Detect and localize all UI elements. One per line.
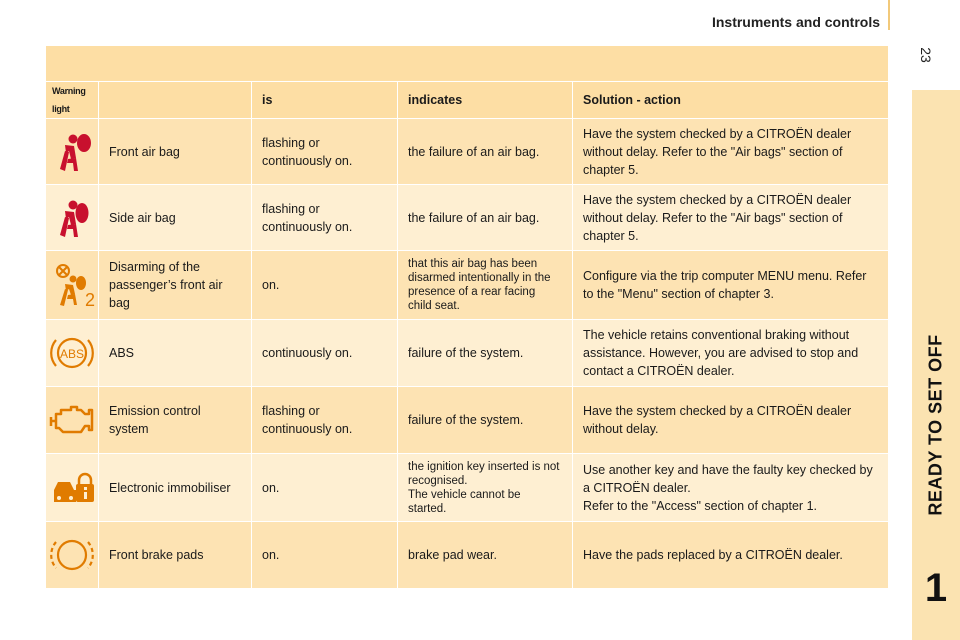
- row-indicates: the failure of an air bag.: [398, 185, 573, 251]
- row-state: on.: [252, 251, 398, 320]
- passenger-airbag-off-icon: [46, 251, 99, 320]
- row-solution: Have the system checked by a CITROËN dealer without delay.: [573, 387, 889, 454]
- airbag-icon: [46, 119, 99, 185]
- row-name: Emission control system: [99, 387, 252, 454]
- page-number: 23: [918, 47, 934, 63]
- row-state: on.: [252, 454, 398, 522]
- warning-lights-table: [45, 45, 889, 589]
- row-indicates: [398, 454, 573, 522]
- immobiliser-icon: [46, 454, 99, 522]
- row-state: on.: [252, 522, 398, 589]
- row-solution: Configure via the trip computer MENU menu. Refer to the "Menu" section of chapter 3.: [573, 251, 889, 320]
- col-header-is: is: [252, 82, 398, 119]
- row-indicates: that this air bag has been disarmed intentionally in the presence of a rear facing child seat.: [398, 251, 573, 320]
- chapter-side-label: [917, 300, 955, 550]
- row-indicates-line: The vehicle cannot be started.: [408, 488, 521, 515]
- table-header-row: [46, 82, 889, 119]
- chapter-number: 1: [924, 566, 948, 610]
- table-row: [46, 119, 889, 185]
- table-row: [46, 251, 889, 320]
- table-top-band: [46, 46, 889, 82]
- table-row: [46, 185, 889, 251]
- col-header-indicates: indicates: [398, 82, 573, 119]
- row-name: Front air bag: [99, 119, 252, 185]
- row-solution: The vehicle retains conventional braking without assistance. However, you are advised to stop and contact a CITROËN dealer.: [573, 320, 889, 387]
- row-solution: Have the pads replaced by a CITROËN dealer.: [573, 522, 889, 589]
- side-airbag-icon: [46, 185, 99, 251]
- row-name: ABS: [99, 320, 252, 387]
- table-row: [46, 320, 889, 387]
- table-row: [46, 387, 889, 454]
- brake-pads-icon: [46, 522, 99, 589]
- row-indicates-line: the ignition key inserted is not recognised.: [408, 460, 560, 487]
- row-indicates: brake pad wear.: [398, 522, 573, 589]
- col-header-name: [99, 82, 252, 119]
- col-header-solution: Solution - action: [573, 82, 889, 119]
- row-name: Disarming of the passenger’s front air bag: [99, 251, 252, 320]
- row-name: Front brake pads: [99, 522, 252, 589]
- page-title: Instruments and controls: [711, 14, 880, 30]
- row-solution-line: Use another key and have the faulty key checked by a CITROËN dealer.: [583, 462, 873, 495]
- chapter-title: READY TO SET OFF: [925, 334, 946, 516]
- row-indicates: failure of the system.: [398, 320, 573, 387]
- row-solution: Have the system checked by a CITROËN dealer without delay. Refer to the "Air bags" section of chapter 5.: [573, 119, 889, 185]
- table-row: [46, 522, 889, 589]
- row-solution-line: Refer to the "Access" section of chapter 1.: [583, 498, 817, 513]
- row-state: flashing or continuously on.: [252, 185, 398, 251]
- row-solution: Have the system checked by a CITROËN dealer without delay. Refer to the "Air bags" section of chapter 5.: [573, 185, 889, 251]
- row-state: continuously on.: [252, 320, 398, 387]
- row-name: Side air bag: [99, 185, 252, 251]
- row-name: Electronic immobiliser: [99, 454, 252, 522]
- engine-icon: [46, 387, 99, 454]
- row-state: flashing or continuously on.: [252, 119, 398, 185]
- abs-icon: [46, 320, 99, 387]
- row-indicates: the failure of an air bag.: [398, 119, 573, 185]
- table-row: [46, 454, 889, 522]
- header-divider: [888, 0, 890, 30]
- col-header-warning-light: Warning light: [46, 82, 99, 119]
- row-indicates: failure of the system.: [398, 387, 573, 454]
- row-state: flashing or continuously on.: [252, 387, 398, 454]
- row-solution: [573, 454, 889, 522]
- page-header: [40, 0, 890, 38]
- svg-text:ABS: ABS: [59, 347, 85, 361]
- svg-text:2: 2: [85, 290, 96, 309]
